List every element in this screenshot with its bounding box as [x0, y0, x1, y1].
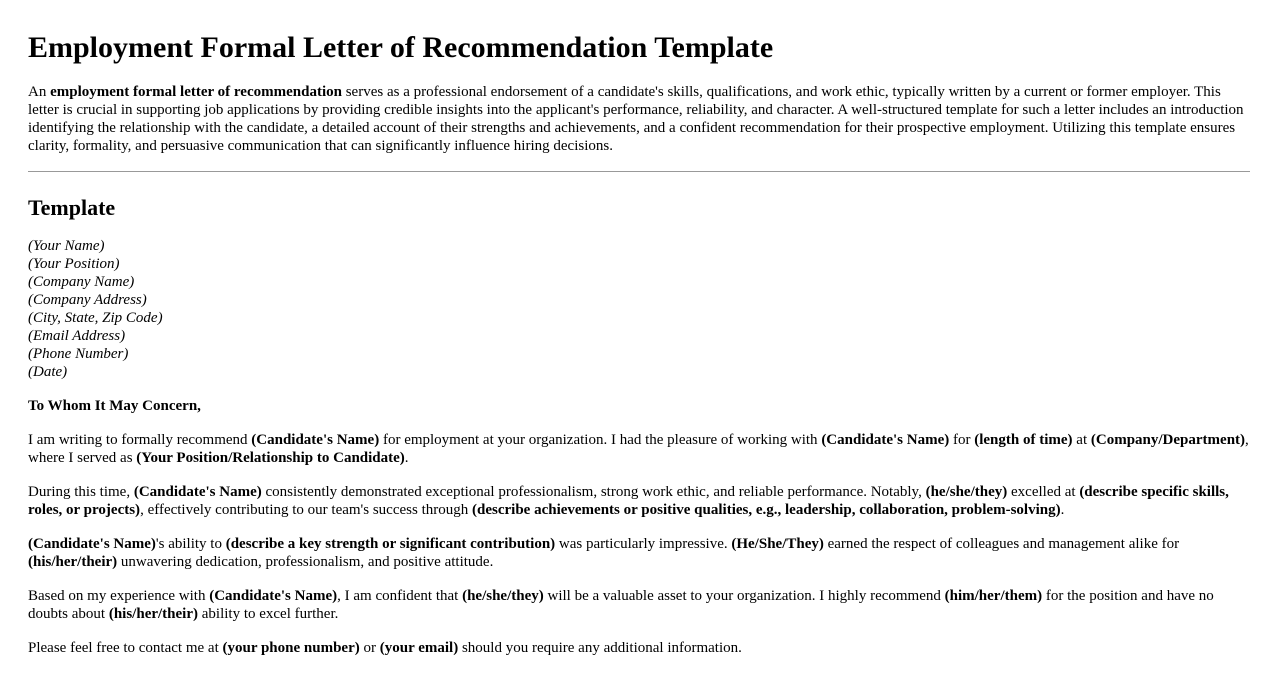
address-line: (Company Name) [28, 274, 135, 290]
letter-paragraph-1: I am writing to formally recommend (Candidate's Name) for employment at your organization. I had the pleasure of working with (Candidate's Name) for (length of time) at (Company/Department), where I served as (Your Position/Relationship to Candidate). [28, 432, 1249, 466]
address-line: (Email Address) [28, 328, 126, 344]
letter-paragraph-4: Based on my experience with (Candidate's Name), I am confident that (he/she/they) will be a valuable asset to your organization. I highly recommend (him/her/them) for the position and have no doubts about (his/her/their) ability to excel further. [28, 588, 1214, 622]
divider [28, 171, 1250, 172]
letter-paragraph-5: Please feel free to contact me at (your phone number) or (your email) should you require any additional information. [28, 640, 742, 656]
letter-paragraph-3: (Candidate's Name)'s ability to (describe a key strength or significant contribution) was particularly impressive. (He/She/They) earned the respect of colleagues and management alike for (his/her/their) unwavering dedication, professionalism, and positive attitude. [28, 536, 1180, 570]
address-line: (City, State, Zip Code) [28, 310, 163, 326]
sender-address-block [28, 237, 1250, 381]
intro-bold-term: employment formal letter of recommendation [50, 84, 342, 100]
page-title: Employment Formal Letter of Recommendation Template [28, 31, 774, 64]
address-line: (Date) [28, 364, 68, 380]
salutation: To Whom It May Concern, [28, 398, 201, 414]
address-line: (Your Name) [28, 238, 105, 254]
intro-paragraph: An employment formal letter of recommendation serves as a professional endorsement of a candidate's skills, qualifications, and work ethic, typically written by a current or former employer. This letter is crucial in supporting job applications by providing credible insights into the applicant's performance, reliability, and character. A well-structured template for such a letter includes an introduction identifying the relationship with the candidate, a detailed account of their strengths and achievements, and a confident recommendation for their prospective employment. Utilizing this template ensures clarity, formality, and persuasive communication that can significantly influence hiring decisions. [28, 84, 1244, 154]
section-heading: Template [28, 195, 116, 220]
address-line: (Your Position) [28, 256, 120, 272]
document [0, 30, 1278, 657]
letter-paragraph-2: During this time, (Candidate's Name) consistently demonstrated exceptional professionalism, strong work ethic, and reliable performance. Notably, (he/she/they) excelled at (describe specific skills, roles, or projects), effectively contributing to our team's success through (describe achievements or positive qualities, e.g., leadership, collaboration, problem-solving). [28, 484, 1229, 518]
address-line: (Phone Number) [28, 346, 129, 362]
address-line: (Company Address) [28, 292, 147, 308]
